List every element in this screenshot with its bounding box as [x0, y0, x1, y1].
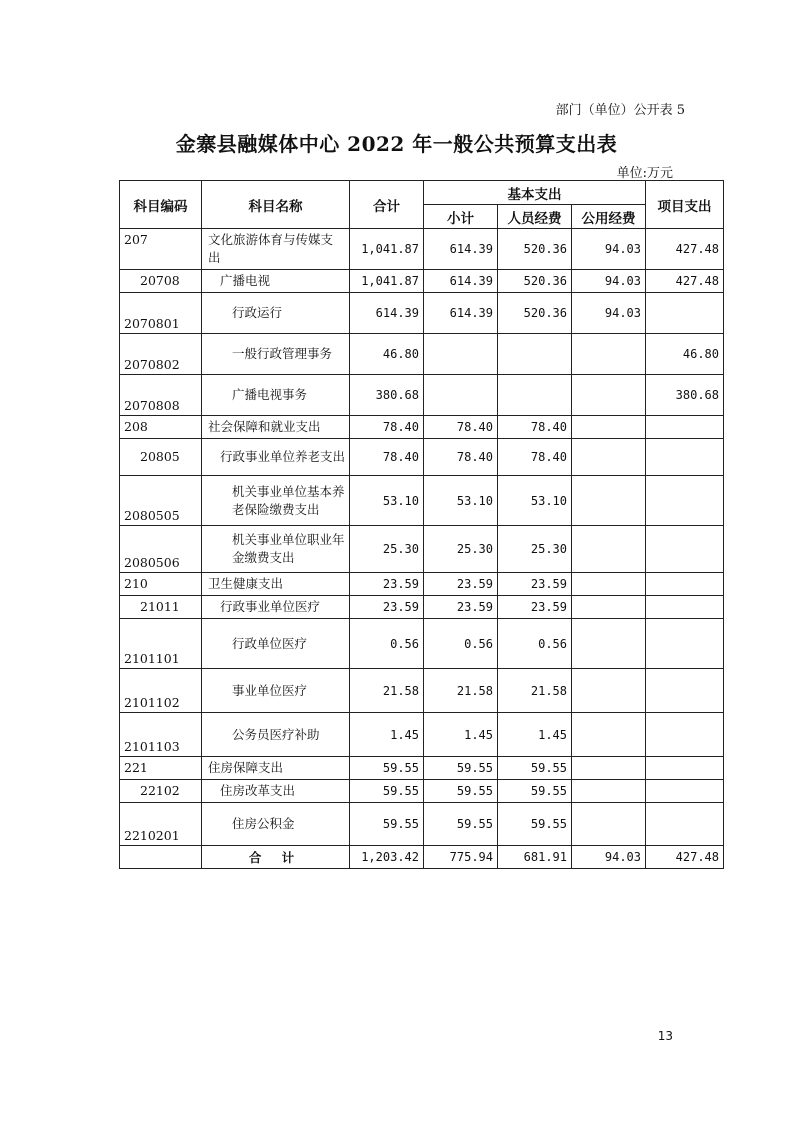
row-personnel: 59.55: [498, 757, 572, 780]
row-project: [646, 757, 724, 780]
header-total: 合计: [350, 181, 424, 229]
row-name: 行政运行: [202, 293, 350, 334]
row-subtotal: [424, 375, 498, 416]
row-code: 2070801: [120, 293, 202, 334]
row-public: [572, 476, 646, 526]
row-personnel: 59.55: [498, 780, 572, 803]
table-row: [120, 669, 724, 713]
table-row: [120, 596, 724, 619]
table-row: [120, 619, 724, 669]
row-project: [646, 416, 724, 439]
row-project: [646, 526, 724, 573]
row-subtotal: 0.56: [424, 619, 498, 669]
table-row: [120, 713, 724, 757]
row-subtotal: 1.45: [424, 713, 498, 757]
row-personnel: 53.10: [498, 476, 572, 526]
row-subtotal: 78.40: [424, 416, 498, 439]
table-row: [120, 375, 724, 416]
row-project: 46.80: [646, 334, 724, 375]
row-personnel: 520.36: [498, 229, 572, 270]
table-row: [120, 439, 724, 476]
row-project: 427.48: [646, 270, 724, 293]
row-personnel: [498, 334, 572, 375]
row-personnel: 25.30: [498, 526, 572, 573]
table-row: [120, 270, 724, 293]
row-personnel: 0.56: [498, 619, 572, 669]
row-subtotal: 614.39: [424, 270, 498, 293]
row-personnel: 59.55: [498, 803, 572, 846]
row-public: [572, 669, 646, 713]
row-subtotal: 59.55: [424, 757, 498, 780]
page-label: 部门（单位）公开表 5: [555, 103, 685, 118]
row-name: 文化旅游体育与传媒支出: [202, 229, 350, 270]
row-subtotal: 23.59: [424, 573, 498, 596]
row-total: 78.40: [350, 416, 424, 439]
row-public: 94.03: [572, 293, 646, 334]
header-name: 科目名称: [202, 181, 350, 229]
row-subtotal: 53.10: [424, 476, 498, 526]
row-public: [572, 619, 646, 669]
header-public: 公用经费: [572, 205, 646, 229]
header-personnel: 人员经费: [498, 205, 572, 229]
row-name: 卫生健康支出: [202, 573, 350, 596]
header-project: 项目支出: [646, 181, 724, 229]
row-total: 59.55: [350, 757, 424, 780]
row-public: [572, 375, 646, 416]
row-total: 46.80: [350, 334, 424, 375]
row-name: 公务员医疗补助: [202, 713, 350, 757]
unit-label: 单位:万元: [616, 166, 673, 181]
row-total: 1,041.87: [350, 270, 424, 293]
row-code: 20708: [120, 270, 202, 293]
table-body: [120, 229, 724, 846]
row-subtotal: 25.30: [424, 526, 498, 573]
row-project: [646, 669, 724, 713]
row-name: 机关事业单位基本养老保险缴费支出: [202, 476, 350, 526]
budget-table: [119, 180, 724, 869]
table-row: [120, 573, 724, 596]
table-row: [120, 229, 724, 270]
row-code: 207: [120, 229, 202, 270]
row-project: [646, 780, 724, 803]
row-code: 2101102: [120, 669, 202, 713]
row-code: 208: [120, 416, 202, 439]
table-row: [120, 476, 724, 526]
row-subtotal: 21.58: [424, 669, 498, 713]
row-code: 2210201: [120, 803, 202, 846]
row-personnel: 23.59: [498, 596, 572, 619]
row-subtotal: 59.55: [424, 780, 498, 803]
page-title: 金寨县融媒体中心 2022 年一般公共预算支出表: [175, 132, 618, 156]
row-code: 2101101: [120, 619, 202, 669]
row-name: 住房公积金: [202, 803, 350, 846]
row-name: 事业单位医疗: [202, 669, 350, 713]
row-project: [646, 803, 724, 846]
row-subtotal: 59.55: [424, 803, 498, 846]
row-public: [572, 526, 646, 573]
row-total: 78.40: [350, 439, 424, 476]
row-public: 94.03: [572, 229, 646, 270]
row-code: 210: [120, 573, 202, 596]
total-row: [120, 846, 724, 869]
row-code: 20805: [120, 439, 202, 476]
header-basic: 基本支出: [424, 181, 646, 205]
row-public: 94.03: [572, 270, 646, 293]
row-public: [572, 573, 646, 596]
header-code: 科目编码: [120, 181, 202, 229]
row-personnel: 520.36: [498, 270, 572, 293]
total-code-cell: [120, 846, 202, 869]
row-personnel: 520.36: [498, 293, 572, 334]
row-public: [572, 713, 646, 757]
row-total: 59.55: [350, 780, 424, 803]
row-project: [646, 713, 724, 757]
row-total: 53.10: [350, 476, 424, 526]
row-public: [572, 416, 646, 439]
row-personnel: 78.40: [498, 416, 572, 439]
row-public: [572, 439, 646, 476]
table-row: [120, 780, 724, 803]
row-project: [646, 476, 724, 526]
row-project: [646, 293, 724, 334]
row-personnel: 1.45: [498, 713, 572, 757]
row-name: 一般行政管理事务: [202, 334, 350, 375]
row-name: 行政事业单位养老支出: [202, 439, 350, 476]
table-row: [120, 416, 724, 439]
total-label: 合 计: [202, 846, 350, 869]
row-code: 21011: [120, 596, 202, 619]
total-subtotal: 775.94: [424, 846, 498, 869]
row-code: 2101103: [120, 713, 202, 757]
table-row: [120, 334, 724, 375]
row-code: 2070802: [120, 334, 202, 375]
table-row: [120, 293, 724, 334]
table-row: [120, 757, 724, 780]
row-code: 221: [120, 757, 202, 780]
row-total: 23.59: [350, 573, 424, 596]
row-total: 25.30: [350, 526, 424, 573]
row-total: 1,041.87: [350, 229, 424, 270]
table-row: [120, 526, 724, 573]
table-row: [120, 803, 724, 846]
row-code: 2070808: [120, 375, 202, 416]
row-project: [646, 439, 724, 476]
row-subtotal: 23.59: [424, 596, 498, 619]
row-personnel: 21.58: [498, 669, 572, 713]
row-name: 广播电视事务: [202, 375, 350, 416]
row-name: 行政事业单位医疗: [202, 596, 350, 619]
row-personnel: [498, 375, 572, 416]
row-public: [572, 334, 646, 375]
row-code: 2080505: [120, 476, 202, 526]
row-public: [572, 780, 646, 803]
row-name: 行政单位医疗: [202, 619, 350, 669]
row-name: 住房改革支出: [202, 780, 350, 803]
row-total: 614.39: [350, 293, 424, 334]
total-personnel: 681.91: [498, 846, 572, 869]
row-total: 0.56: [350, 619, 424, 669]
row-subtotal: 614.39: [424, 293, 498, 334]
row-code: 22102: [120, 780, 202, 803]
row-project: [646, 573, 724, 596]
page-number: 13: [657, 1029, 673, 1043]
row-total: 380.68: [350, 375, 424, 416]
row-project: 427.48: [646, 229, 724, 270]
header-row: [120, 181, 724, 205]
row-project: [646, 619, 724, 669]
total-public: 94.03: [572, 846, 646, 869]
row-name: 社会保障和就业支出: [202, 416, 350, 439]
row-name: 广播电视: [202, 270, 350, 293]
total-sum: 1,203.42: [350, 846, 424, 869]
row-code: 2080506: [120, 526, 202, 573]
row-name: 住房保障支出: [202, 757, 350, 780]
row-project: 380.68: [646, 375, 724, 416]
row-public: [572, 757, 646, 780]
total-project: 427.48: [646, 846, 724, 869]
row-total: 21.58: [350, 669, 424, 713]
row-subtotal: 78.40: [424, 439, 498, 476]
row-subtotal: 614.39: [424, 229, 498, 270]
row-total: 1.45: [350, 713, 424, 757]
header-subtotal: 小计: [424, 205, 498, 229]
row-personnel: 78.40: [498, 439, 572, 476]
row-personnel: 23.59: [498, 573, 572, 596]
row-subtotal: [424, 334, 498, 375]
row-public: [572, 596, 646, 619]
row-project: [646, 596, 724, 619]
row-total: 59.55: [350, 803, 424, 846]
row-name: 机关事业单位职业年金缴费支出: [202, 526, 350, 573]
row-total: 23.59: [350, 596, 424, 619]
row-public: [572, 803, 646, 846]
